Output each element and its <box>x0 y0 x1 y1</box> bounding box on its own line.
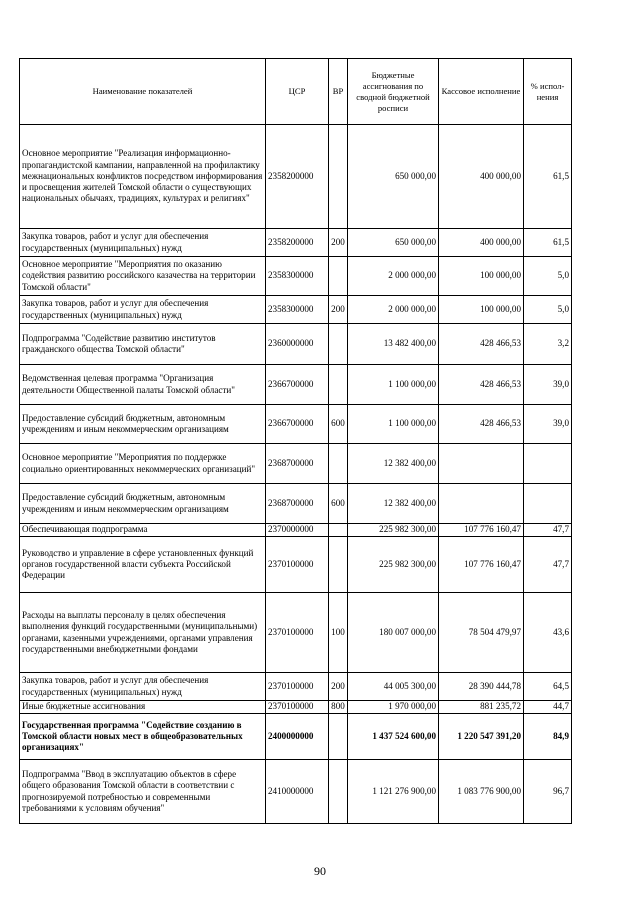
row-vr: 100 <box>329 593 348 673</box>
row-budget: 12 382 400,00 <box>348 484 439 524</box>
row-name: Закупка товаров, работ и услуг для обеспечения государственных (муниципальных) нужд <box>20 296 266 324</box>
header-percent: % испол-нения <box>524 59 572 125</box>
row-cash: 107 776 160,47 <box>439 537 524 593</box>
row-name: Основное мероприятие "Мероприятия по поддержке социально ориентированных некоммерческих организаций" <box>20 444 266 484</box>
row-name: Подпрограмма "Содействие развитию институтов гражданского общества Томской области" <box>20 324 266 365</box>
row-percent: 5,0 <box>524 257 572 296</box>
table-row <box>20 405 572 444</box>
row-vr <box>329 365 348 405</box>
row-vr <box>329 524 348 537</box>
row-csr: 2366700000 <box>266 405 329 444</box>
row-csr: 2370100000 <box>266 537 329 593</box>
row-csr: 2370000000 <box>266 524 329 537</box>
row-cash: 428 466,53 <box>439 365 524 405</box>
table-row <box>20 593 572 673</box>
row-csr: 2370100000 <box>266 593 329 673</box>
row-percent: 39,0 <box>524 365 572 405</box>
table-row <box>20 229 572 257</box>
header-csr: ЦСР <box>266 59 329 125</box>
table-row <box>20 484 572 524</box>
row-name: Подпрограмма "Ввод в эксплуатацию объектов в сфере общего образования Томской области в соответствии с прогнозируемой потребностью и современными требованиями к условиям обучения" <box>20 760 266 824</box>
row-csr: 2370100000 <box>266 701 329 714</box>
table-row <box>20 524 572 537</box>
row-vr: 600 <box>329 484 348 524</box>
row-percent: 64,5 <box>524 673 572 701</box>
row-vr <box>329 537 348 593</box>
row-percent: 96,7 <box>524 760 572 824</box>
row-vr: 600 <box>329 405 348 444</box>
table-row <box>20 257 572 296</box>
row-cash: 78 504 479,97 <box>439 593 524 673</box>
row-budget: 1 100 000,00 <box>348 405 439 444</box>
row-vr: 200 <box>329 673 348 701</box>
row-percent: 61,5 <box>524 125 572 229</box>
row-percent: 61,5 <box>524 229 572 257</box>
row-cash: 1 083 776 900,00 <box>439 760 524 824</box>
row-vr: 800 <box>329 701 348 714</box>
row-csr: 2358300000 <box>266 257 329 296</box>
row-name: Обеспечивающая подпрограмма <box>20 524 266 537</box>
row-csr: 2358200000 <box>266 229 329 257</box>
row-name: Ведомственная целевая программа "Организация деятельности Общественной палаты Томской области" <box>20 365 266 405</box>
table-row <box>20 760 572 824</box>
table-row <box>20 673 572 701</box>
row-percent: 39,0 <box>524 405 572 444</box>
row-name: Государственная программа "Содействие созданию в Томской области новых мест в общеобразовательных организациях" <box>20 714 266 760</box>
row-percent: 44,7 <box>524 701 572 714</box>
row-percent: 5,0 <box>524 296 572 324</box>
row-csr: 2370100000 <box>266 673 329 701</box>
row-budget: 1 970 000,00 <box>348 701 439 714</box>
row-vr: 200 <box>329 296 348 324</box>
row-percent: 47,7 <box>524 524 572 537</box>
row-percent: 47,7 <box>524 537 572 593</box>
row-name: Руководство и управление в сфере установленных функций органов государственной власти субъекта Российской Федерации <box>20 537 266 593</box>
row-csr: 2400000000 <box>266 714 329 760</box>
row-vr <box>329 257 348 296</box>
row-name: Закупка товаров, работ и услуг для обеспечения государственных (муниципальных) нужд <box>20 229 266 257</box>
row-name: Закупка товаров, работ и услуг для обеспечения государственных (муниципальных) нужд <box>20 673 266 701</box>
row-budget: 180 007 000,00 <box>348 593 439 673</box>
row-vr <box>329 444 348 484</box>
row-budget: 12 382 400,00 <box>348 444 439 484</box>
row-vr: 200 <box>329 229 348 257</box>
row-percent: 84,9 <box>524 714 572 760</box>
row-budget: 1 121 276 900,00 <box>348 760 439 824</box>
row-name: Предоставление субсидий бюджетным, автономным учреждениям и иным некоммерческим организациям <box>20 484 266 524</box>
row-vr <box>329 125 348 229</box>
header-budget: Бюджетные ассигнования по сводной бюджетной росписи <box>348 59 439 125</box>
table-row <box>20 324 572 365</box>
row-percent <box>524 484 572 524</box>
header-name: Наименование показателей <box>20 59 266 125</box>
row-cash: 428 466,53 <box>439 405 524 444</box>
row-budget: 2 000 000,00 <box>348 296 439 324</box>
page-number: 90 <box>314 864 326 878</box>
row-cash: 400 000,00 <box>439 125 524 229</box>
row-budget: 225 982 300,00 <box>348 537 439 593</box>
row-cash: 100 000,00 <box>439 257 524 296</box>
row-budget: 1 437 524 600,00 <box>348 714 439 760</box>
table-row <box>20 714 572 760</box>
row-cash <box>439 444 524 484</box>
row-name: Предоставление субсидий бюджетным, автономным учреждениям и иным некоммерческим организациям <box>20 405 266 444</box>
row-budget: 1 100 000,00 <box>348 365 439 405</box>
row-cash: 400 000,00 <box>439 229 524 257</box>
row-cash: 428 466,53 <box>439 324 524 365</box>
row-cash: 28 390 444,78 <box>439 673 524 701</box>
row-csr: 2358200000 <box>266 125 329 229</box>
row-vr <box>329 324 348 365</box>
table-row <box>20 444 572 484</box>
row-cash: 881 235,72 <box>439 701 524 714</box>
row-vr <box>329 714 348 760</box>
row-budget: 44 005 300,00 <box>348 673 439 701</box>
header-cash: Кассовое исполнение <box>439 59 524 125</box>
row-name: Основное мероприятие "Мероприятия по оказанию содействия развитию российского казачества на территории Томской области" <box>20 257 266 296</box>
row-vr <box>329 760 348 824</box>
row-cash: 1 220 547 391,20 <box>439 714 524 760</box>
table-row <box>20 537 572 593</box>
budget-execution-table <box>19 58 572 824</box>
row-budget: 13 482 400,00 <box>348 324 439 365</box>
row-csr: 2360000000 <box>266 324 329 365</box>
row-percent <box>524 444 572 484</box>
row-budget: 225 982 300,00 <box>348 524 439 537</box>
row-percent: 3,2 <box>524 324 572 365</box>
row-csr: 2366700000 <box>266 365 329 405</box>
row-budget: 650 000,00 <box>348 229 439 257</box>
row-csr: 2368700000 <box>266 484 329 524</box>
row-cash: 100 000,00 <box>439 296 524 324</box>
row-name: Расходы на выплаты персоналу в целях обеспечения выполнения функций государственными (муниципальными) органами, казенными учреждениями, органами управления государственными внебюджетными фондами <box>20 593 266 673</box>
row-budget: 2 000 000,00 <box>348 257 439 296</box>
row-cash: 107 776 160,47 <box>439 524 524 537</box>
table-row <box>20 125 572 229</box>
table-header-row <box>20 59 572 125</box>
row-csr: 2368700000 <box>266 444 329 484</box>
row-name: Иные бюджетные ассигнования <box>20 701 266 714</box>
table-row <box>20 701 572 714</box>
row-csr: 2358300000 <box>266 296 329 324</box>
row-csr: 2410000000 <box>266 760 329 824</box>
row-name: Основное мероприятие "Реализация информационно-пропагандистской кампании, направленной на профилактику межнациональных конфликтов посредством информирования и просвещения жителей Томской области о существующих национальных обычаях, традициях, культурах и религиях" <box>20 125 266 229</box>
table-row <box>20 365 572 405</box>
header-vr: ВР <box>329 59 348 125</box>
row-cash <box>439 484 524 524</box>
row-percent: 43,6 <box>524 593 572 673</box>
table-row <box>20 296 572 324</box>
row-budget: 650 000,00 <box>348 125 439 229</box>
